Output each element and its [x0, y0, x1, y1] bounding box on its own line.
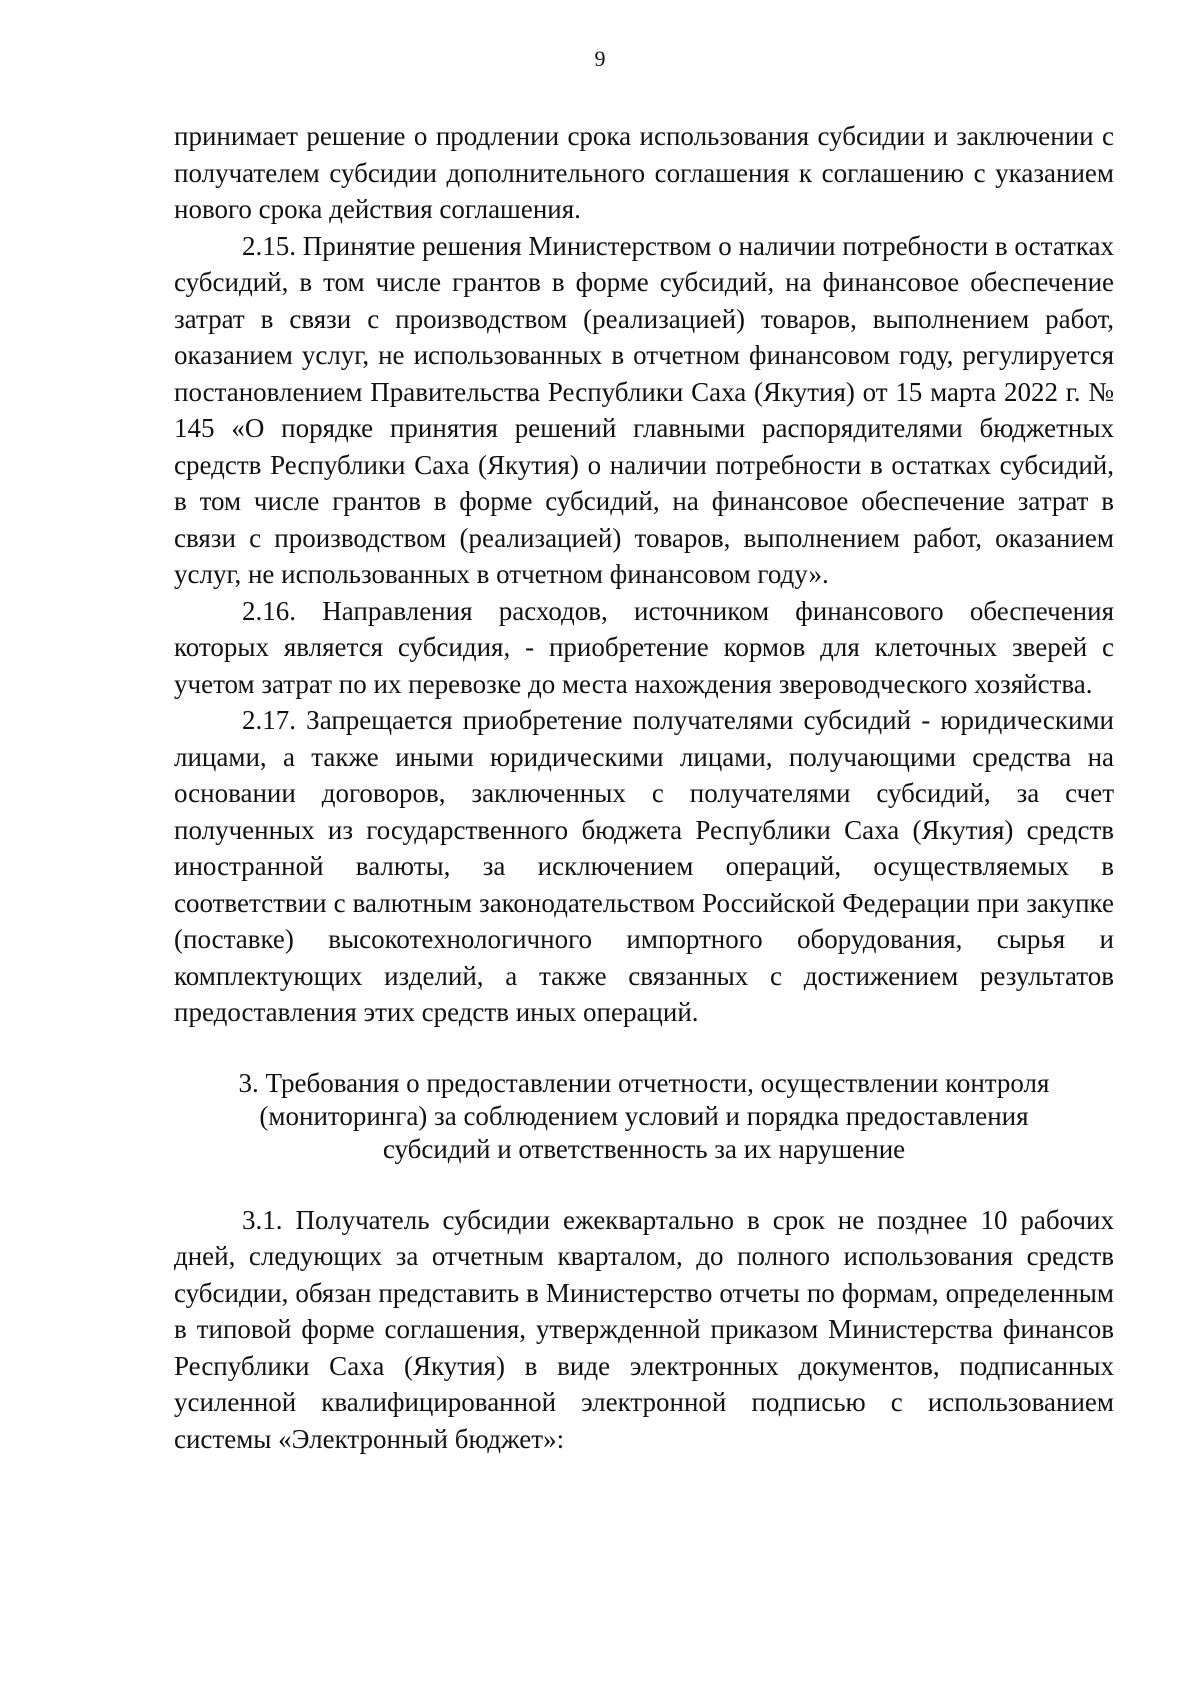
- paragraph-2-17: 2.17. Запрещается приобретение получателями субсидий - юридическими лицами, а также иными юридическими лицами, получающими средства на основании договоров, заключенных с получателями субсидий, за счет полученных из государственного бюджета Республики Саха (Якутия) средств иностранной валюты, за исключением операций, осуществляемых в соответствии с валютным законодательством Российской Федерации при закупке (поставке) высокотехнологичного импортного оборудования, сырья и комплектующих изделий, а также связанных с достижением результатов предоставления этих средств иных операций.: [174, 705, 1114, 1027]
- paragraph-2-16: 2.16. Направления расходов, источником финансового обеспечения которых является субсидия, - приобретение кормов для клеточных зверей с учетом затрат по их перевозке до места нахождения звероводческого хозяйства.: [174, 595, 1114, 699]
- paragraph-continuation: принимает решение о продлении срока использования субсидии и заключении с получателем субсидии дополнительного соглашения к соглашению с указанием нового срока действия соглашения.: [174, 121, 1114, 224]
- section-heading-line: 3. Требования о предоставлении отчетности, осуществлении контроля: [238, 1067, 1050, 1098]
- paragraph-2-15: 2.15. Принятие решения Министерством о наличии потребности в остатках субсидий, в том числе грантов в форме субсидий, на финансовое обеспечение затрат в связи с производством (реализацией) товаров, выполнением работ, оказанием услуг, не использованных в отчетном финансовом году, регулируется постановлением Правительства Республики Саха (Якутия) от 15 марта 2022 г. № 145 «О порядке принятия решений главными распорядителями бюджетных средств Республики Саха (Якутия) о наличии потребности в остатках субсидий, в том числе грантов в форме субсидий, на финансовое обеспечение затрат в связи с производством (реализацией) товаров, выполнением работ, оказанием услуг, не использованных в отчетном финансовом году».: [174, 230, 1114, 589]
- section-heading-line: субсидий и ответственность за их нарушение: [382, 1133, 906, 1164]
- section-3-heading: [174, 1067, 1114, 1166]
- section-heading-line: (мониторинга) за соблюдением условий и порядка предоставления: [259, 1100, 1029, 1131]
- document-body: [174, 118, 1114, 1457]
- page-number: 9: [594, 46, 606, 71]
- paragraph-3-1: 3.1. Получатель субсидии ежеквартально в срок не позднее 10 рабочих дней, следующих за отчетным кварталом, до полного использования средств субсидии, обязан представить в Министерство отчеты по формам, определенным в типовой форме соглашения, утвержденной приказом Министерства финансов Республики Саха (Якутия) в виде электронных документов, подписанных усиленной квалифицированной электронной подписью с использованием системы «Электронный бюджет»:: [174, 1204, 1114, 1454]
